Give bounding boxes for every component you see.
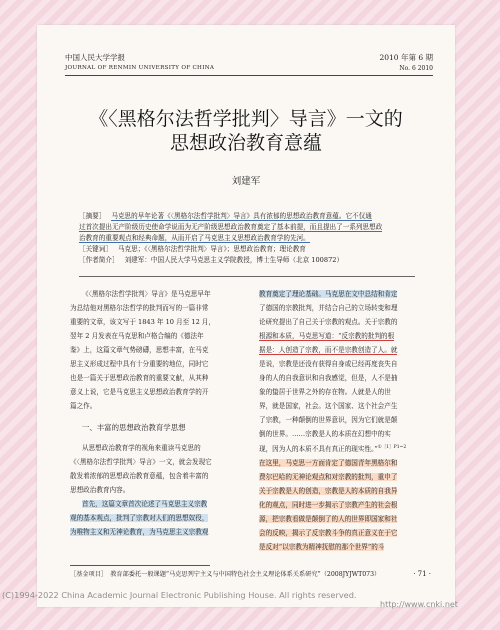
abstract-block [79, 211, 415, 266]
highlighted-text: 化的观点，同时进一步揭示了宗教产生的社会根 [259, 501, 398, 510]
body-line: 重要的文章，该文写于 1843 年 10 月至 12 月， [70, 318, 216, 326]
underlined-text: 根源和本质，马克思写道：“反宗教的批判的根 [259, 332, 395, 340]
page-number: · 71 · [413, 570, 431, 578]
body-line: 论研究提出了自己关于宗教的观点。关于宗教的 [259, 318, 398, 326]
journal-name-en: JOURNAL OF RENMIN UNIVERSITY OF CHINA [65, 65, 215, 71]
underlined-text: 据是：人创造了宗教，而不是宗教创造了人。就 [259, 346, 398, 354]
body-line: 了宗教，一种颠倒的世界意识，因为它们就是颠 [259, 416, 398, 424]
body-line [259, 470, 440, 484]
highlighted-text: 费尔巴哈的无神论观点和对宗教的批判，重申了 [259, 473, 398, 482]
keywords-text: 马克思；《〈黑格尔法哲学批判〉导言》；思想政治教育；理论教育 [117, 245, 306, 253]
abstract-line [79, 211, 415, 222]
body-line: 意义上说，它是马克思主义思想政治教育学的开 [70, 388, 209, 396]
highlighted-text: 源，把宗教看做是颠倒了的人的世界即国家和社 [259, 515, 398, 524]
body-line [70, 497, 251, 511]
body-line [259, 287, 440, 301]
body-line: 《〈黑格尔法哲学批判〉导言》一文，就会发现它 [70, 458, 212, 466]
body-line: 了德国的宗教批判，并结合自己的立场转变和理 [259, 304, 398, 312]
keywords-label: ［关键词］ [79, 245, 112, 253]
body-line: 也是一篇关于思想政治教育的重要文献，从其种 [70, 374, 209, 382]
body-line [259, 441, 440, 456]
body-line: 《〈黑格尔法哲学批判〉导言》是马克思早年 [82, 290, 211, 298]
footnote-ref: ①［1］P1~2 [377, 445, 407, 450]
highlighted-text: 首先，这篇文章首次论述了马克思主义宗教 [82, 500, 208, 508]
abstract-line [79, 233, 415, 244]
body-line [259, 512, 440, 526]
abstract-rule [79, 276, 415, 277]
body-line: 身的人的自我意识和自我感觉，但是，人不是抽 [259, 374, 398, 382]
highlighted-text: 观的基本观点，批判了宗教对人们的思想奴役， [70, 514, 209, 522]
highlighted-text: 关于宗教是人的创造，宗教是人的本质的自我异 [259, 487, 398, 496]
body-line [70, 525, 251, 539]
issue-en: No. 6 2010 [399, 65, 433, 72]
footnote-rule [70, 565, 210, 566]
body-line [259, 484, 440, 498]
title-line-2: 思想政治教育意蕴 [169, 132, 322, 154]
body-line [259, 498, 440, 512]
copyright-watermark: (C)1994-2022 China Academic Journal Electronic Publishing House. All rights reserved. [2, 590, 357, 600]
body-line [259, 329, 440, 343]
issue-cn: 2010 年第 6 期 [379, 53, 433, 62]
journal-header-left [65, 52, 214, 74]
body-line: 思想政治教育内容。 [70, 486, 130, 494]
article-title [37, 107, 455, 155]
author-info-text: 刘建军：中国人民大学马克思主义学院教授，博士生导师（北京 100872） [124, 256, 344, 264]
abstract-line [79, 222, 415, 233]
body-line: 从思想政治教育学的视角来重读马克思的 [82, 444, 201, 452]
body-line: 象的蛰居于世界之外的存在物。人就是人的世 [259, 388, 391, 396]
body-line: 为总结他对黑格尔法哲学的批判而写的一篇非常 [70, 304, 209, 312]
body-column-right [259, 287, 440, 554]
body-line: 篇之作。 [70, 402, 97, 410]
body-line [259, 526, 440, 540]
cnki-url: http://www.cnki.net [380, 600, 458, 609]
highlighted-text: 会的反映，揭示了反宗教斗争的真正意义在于它 [259, 529, 398, 538]
body-line [259, 540, 440, 554]
highlighted-text: 在这里，马克思一方面肯定了德国青年黑格尔和 [259, 459, 398, 468]
abstract-text-1: 马克思的早年论著《〈黑格尔法哲学批判〉导言》具有浓郁的思想政治教育意蕴。它不仅通 [111, 212, 372, 220]
body-line: 散发着浓郁的思想政治教育意蕴，包含着丰富的 [70, 472, 209, 480]
abstract-text-2: 过首次提出无产阶级历史使命学说而为无产阶级思想政治教育奠定了基本前提，而且提出了一系列思想政 [79, 223, 383, 231]
abstract-label: ［摘要］ [79, 212, 106, 220]
journal-header-right [379, 52, 433, 74]
body-line: 倒的世界。……宗教是人的本质在幻想中的实 [259, 430, 391, 438]
author-info-label: ［作者简介］ [79, 256, 119, 264]
keywords-line [79, 244, 415, 255]
body-line [259, 343, 440, 357]
highlighted-text: 为唯物主义和无神论教育，为马克思主义宗教观 [70, 528, 209, 536]
author-info-line [79, 255, 415, 266]
body-line: 鉴》上，这篇文章气势磅礴，思想丰富，在马克 [70, 346, 209, 354]
body-line [259, 456, 440, 470]
article-author: 刘建军 [231, 176, 261, 187]
journal-page [37, 25, 455, 607]
header-rule [65, 75, 433, 76]
highlighted-text: 是反对“以宗教为精神抚慰的那个世界”的斗 [259, 543, 385, 552]
fund-note: ［基金项目］ 教育部委托一般课题“马克思列宁主义与中国特色社会主义理论体系关系研究”（2008JYJWT073） [70, 571, 381, 578]
journal-name-cn: 中国人民大学学报 [65, 53, 125, 62]
body-line [70, 511, 251, 525]
body-line: 思主义形成过程中具有十分重要的地位，同时它 [70, 360, 209, 368]
abstract-text-3: 治教育的重要观点和经典命题，从而开启了马克思主义思想政治教育学的先河。 [79, 234, 310, 242]
body-line: 翌年 2 月发表在马克思和卢格合编的《德法年 [70, 332, 204, 340]
body-line: 是说，宗教是还没有获得自身或已经再度丧失自 [259, 360, 398, 368]
section-title: 一、丰富的思想政治教育学思想 [82, 423, 186, 432]
body-column-left [70, 287, 251, 539]
highlighted-text: 教育奠定了理论基础。马克思在文中总结和肯定 [259, 290, 398, 298]
body-line: 界，就是国家，社会。这个国家、这个社会产生 [259, 402, 398, 410]
quote-end: 现，因为人的本质不具有真正的现实性。” [259, 445, 378, 454]
title-line-1: 《〈黑格尔法哲学批判〉导言》一文的 [89, 108, 403, 130]
